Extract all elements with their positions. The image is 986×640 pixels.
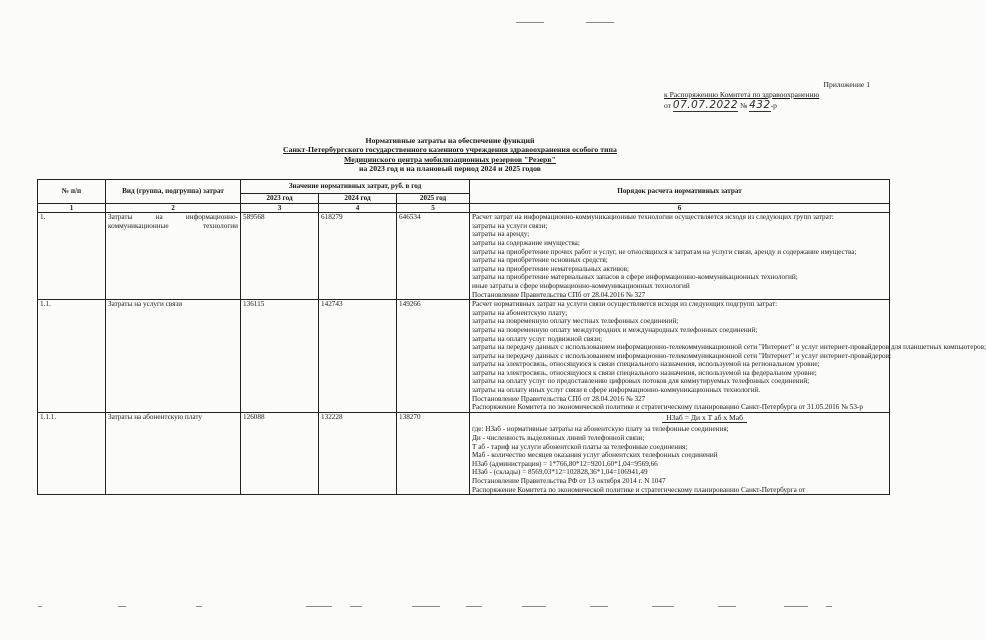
column-number-3: 3	[241, 203, 319, 213]
method-line: затраты на оплату иных услуг связи в сфере информационно-коммуникационных технологий.	[472, 386, 761, 395]
appendix-reference: к Распоряжению Комитета по здравоохранению	[664, 90, 820, 99]
method-line: иные затраты в сфере информационно-коммуникационных технологий	[472, 281, 690, 290]
title-line-2: Санкт-Петербургского государственного казенного учреждения здравоохранения особого типа	[283, 145, 617, 155]
row-value-2023: 589568	[241, 213, 319, 300]
row-method	[470, 213, 890, 300]
appendix-number: 432	[749, 99, 771, 111]
table-row	[38, 300, 890, 413]
method-line: Постановление Правительства СПб от 28.04.2016 № 327	[472, 290, 646, 299]
normative-costs-table	[37, 179, 986, 495]
row-cost-name: Затраты на абонентскую плату	[106, 412, 241, 494]
method-line: НЗаб - (склады) = 8569,03*12=102828,36*1,04=106941,49	[472, 468, 648, 477]
scan-artifact-bottom	[0, 606, 905, 612]
method-line: Распоряжение Комитета по экономической политике и стратегическому планированию Санкт-Петербурга от	[472, 485, 806, 494]
method-line: затраты на электросвязь, относящуюся к связи специального назначения, используемой на федеральном уровне;	[472, 368, 817, 377]
appendix-block	[664, 80, 874, 111]
scan-artifact-top	[0, 22, 905, 28]
method-line: затраты на передачу данных с использованием информационно-телекоммуникационной сети "Интернет" и услуг интернет-провайдеров;	[472, 351, 892, 360]
method-line: Маб - количество месяцев оказания услуг абонентских телефонных соединений	[472, 451, 718, 460]
title-line-1: Нормативные затраты на обеспечение функций	[365, 136, 535, 145]
method-line: затраты на приобретение основных средств;	[472, 256, 608, 265]
header-values: Значение нормативных затрат, руб. в год	[241, 180, 470, 194]
method-line: затраты на абонентскую плату;	[472, 308, 568, 317]
appendix-title: Приложение 1	[823, 80, 870, 89]
column-number-2: 2	[106, 203, 241, 213]
method-line: затраты на оплату услуг по предоставлению цифровых потоков для коммутируемых телефонных соединений;	[472, 377, 810, 386]
method-line: Расчет затрат на информационно-коммуникационные технологии осуществляется исходя из следующих групп затрат:	[472, 213, 834, 222]
column-number-1: 1	[38, 203, 106, 213]
row-value-2024: 142743	[319, 300, 397, 413]
method-line: затраты на услуги связи;	[472, 221, 548, 230]
method-line: затраты на приобретение прочих работ и услуг, не относящихся к затратам на услуги связи, аренду и содержание имущества;	[472, 247, 857, 256]
method-line: затраты на электросвязь, относящуюся к связи специального назначения, используемой на региональном уровне;	[472, 360, 820, 369]
header-year-2025: 2025 год	[397, 194, 470, 204]
row-value-2023: 136115	[241, 300, 319, 413]
row-number: 1.	[38, 213, 106, 300]
column-number-6: 6	[470, 203, 890, 213]
row-value-2025: 646534	[397, 213, 470, 300]
method-line: затраты на приобретение нематериальных активов;	[472, 264, 630, 273]
appendix-prefix: от	[664, 101, 672, 110]
title-line-4: на 2023 год и на плановый период 2024 и 2025 годов	[358, 164, 542, 174]
table-row	[38, 412, 890, 494]
method-line: Т аб - тариф на услуги абонентской платы за телефонные соединения;	[472, 442, 688, 451]
method-line: где: НЗаб - нормативные затраты на абонентскую плату за телефонные соединения;	[472, 425, 729, 434]
method-line: затраты на оплату услуг подвижной связи;	[472, 334, 603, 343]
method-line: затраты на содержание имущества;	[472, 238, 580, 247]
header-num: № п/п	[38, 180, 106, 204]
method-line: НЗаб (администрация) = 1*766,80*12=9201,60*1,04=9569,66	[472, 459, 658, 468]
method-line: Постановление Правительства РФ от 13 октября 2014 г. N 1047	[472, 477, 666, 485]
method-line: Распоряжение Комитета по экономической политике и стратегическому планированию Санкт-Петербурга от 31.05.2016 № 53-р	[472, 403, 863, 412]
row-value-2025: 138270	[397, 412, 470, 494]
appendix-number-label: №	[739, 101, 748, 110]
appendix-signature-line	[664, 100, 874, 111]
method-line: Расчет нормативных затрат на услуги связи осуществляется исходя из следующих подгрупп затрат:	[472, 300, 778, 309]
document-title	[230, 136, 670, 174]
appendix-date: 07.07.2022	[672, 99, 739, 111]
row-cost-name: Затраты на услуги связи	[106, 300, 241, 413]
title-line-3: Медицинского центра мобилизационных резервов "Резерв"	[344, 154, 556, 164]
row-number: 1.1.1.	[38, 412, 106, 494]
table-row	[38, 213, 890, 300]
column-number-4: 4	[319, 203, 397, 213]
method-line: Постановление Правительства СПб от 28.04.2016 № 327	[472, 394, 646, 403]
row-method	[470, 300, 986, 413]
row-value-2024: 132228	[319, 412, 397, 494]
row-cost-name: Затраты на информационно-коммуникационные технологии	[106, 213, 241, 300]
header-cost-type: Вид (группа, подгруппа) затрат	[106, 180, 241, 204]
method-line: затраты на повременную оплату междугородних и международных телефонных соединений;	[472, 325, 758, 334]
header-method: Порядок расчета нормативных затрат	[470, 180, 890, 204]
row-value-2025: 149266	[397, 300, 470, 413]
row-method	[470, 412, 890, 494]
method-line: затраты на приобретение материальных запасов в сфере информационно-коммуникационных технологий;	[472, 273, 798, 282]
formula: НЗаб = Ди х Т аб х Маб	[662, 414, 747, 424]
column-number-5: 5	[397, 203, 470, 213]
method-line: затраты на аренду;	[472, 230, 530, 239]
header-year-2024: 2024 год	[319, 194, 397, 204]
row-value-2023: 126088	[241, 412, 319, 494]
row-number: 1.1.	[38, 300, 106, 413]
method-line: затраты на повременную оплату местных телефонных соединений;	[472, 317, 679, 326]
method-line: затраты на передачу данных с использованием информационно-телекоммуникационной сети "Интернет" и услуг интернет-провайдеров для планшетных компьютеров;	[472, 343, 986, 352]
header-year-2023: 2023 год	[241, 194, 319, 204]
appendix-suffix: -р	[770, 101, 777, 110]
method-line: Ди - численность выделенных линий телефонной связи;	[472, 434, 645, 443]
formula-container	[472, 414, 887, 424]
row-value-2024: 618279	[319, 213, 397, 300]
